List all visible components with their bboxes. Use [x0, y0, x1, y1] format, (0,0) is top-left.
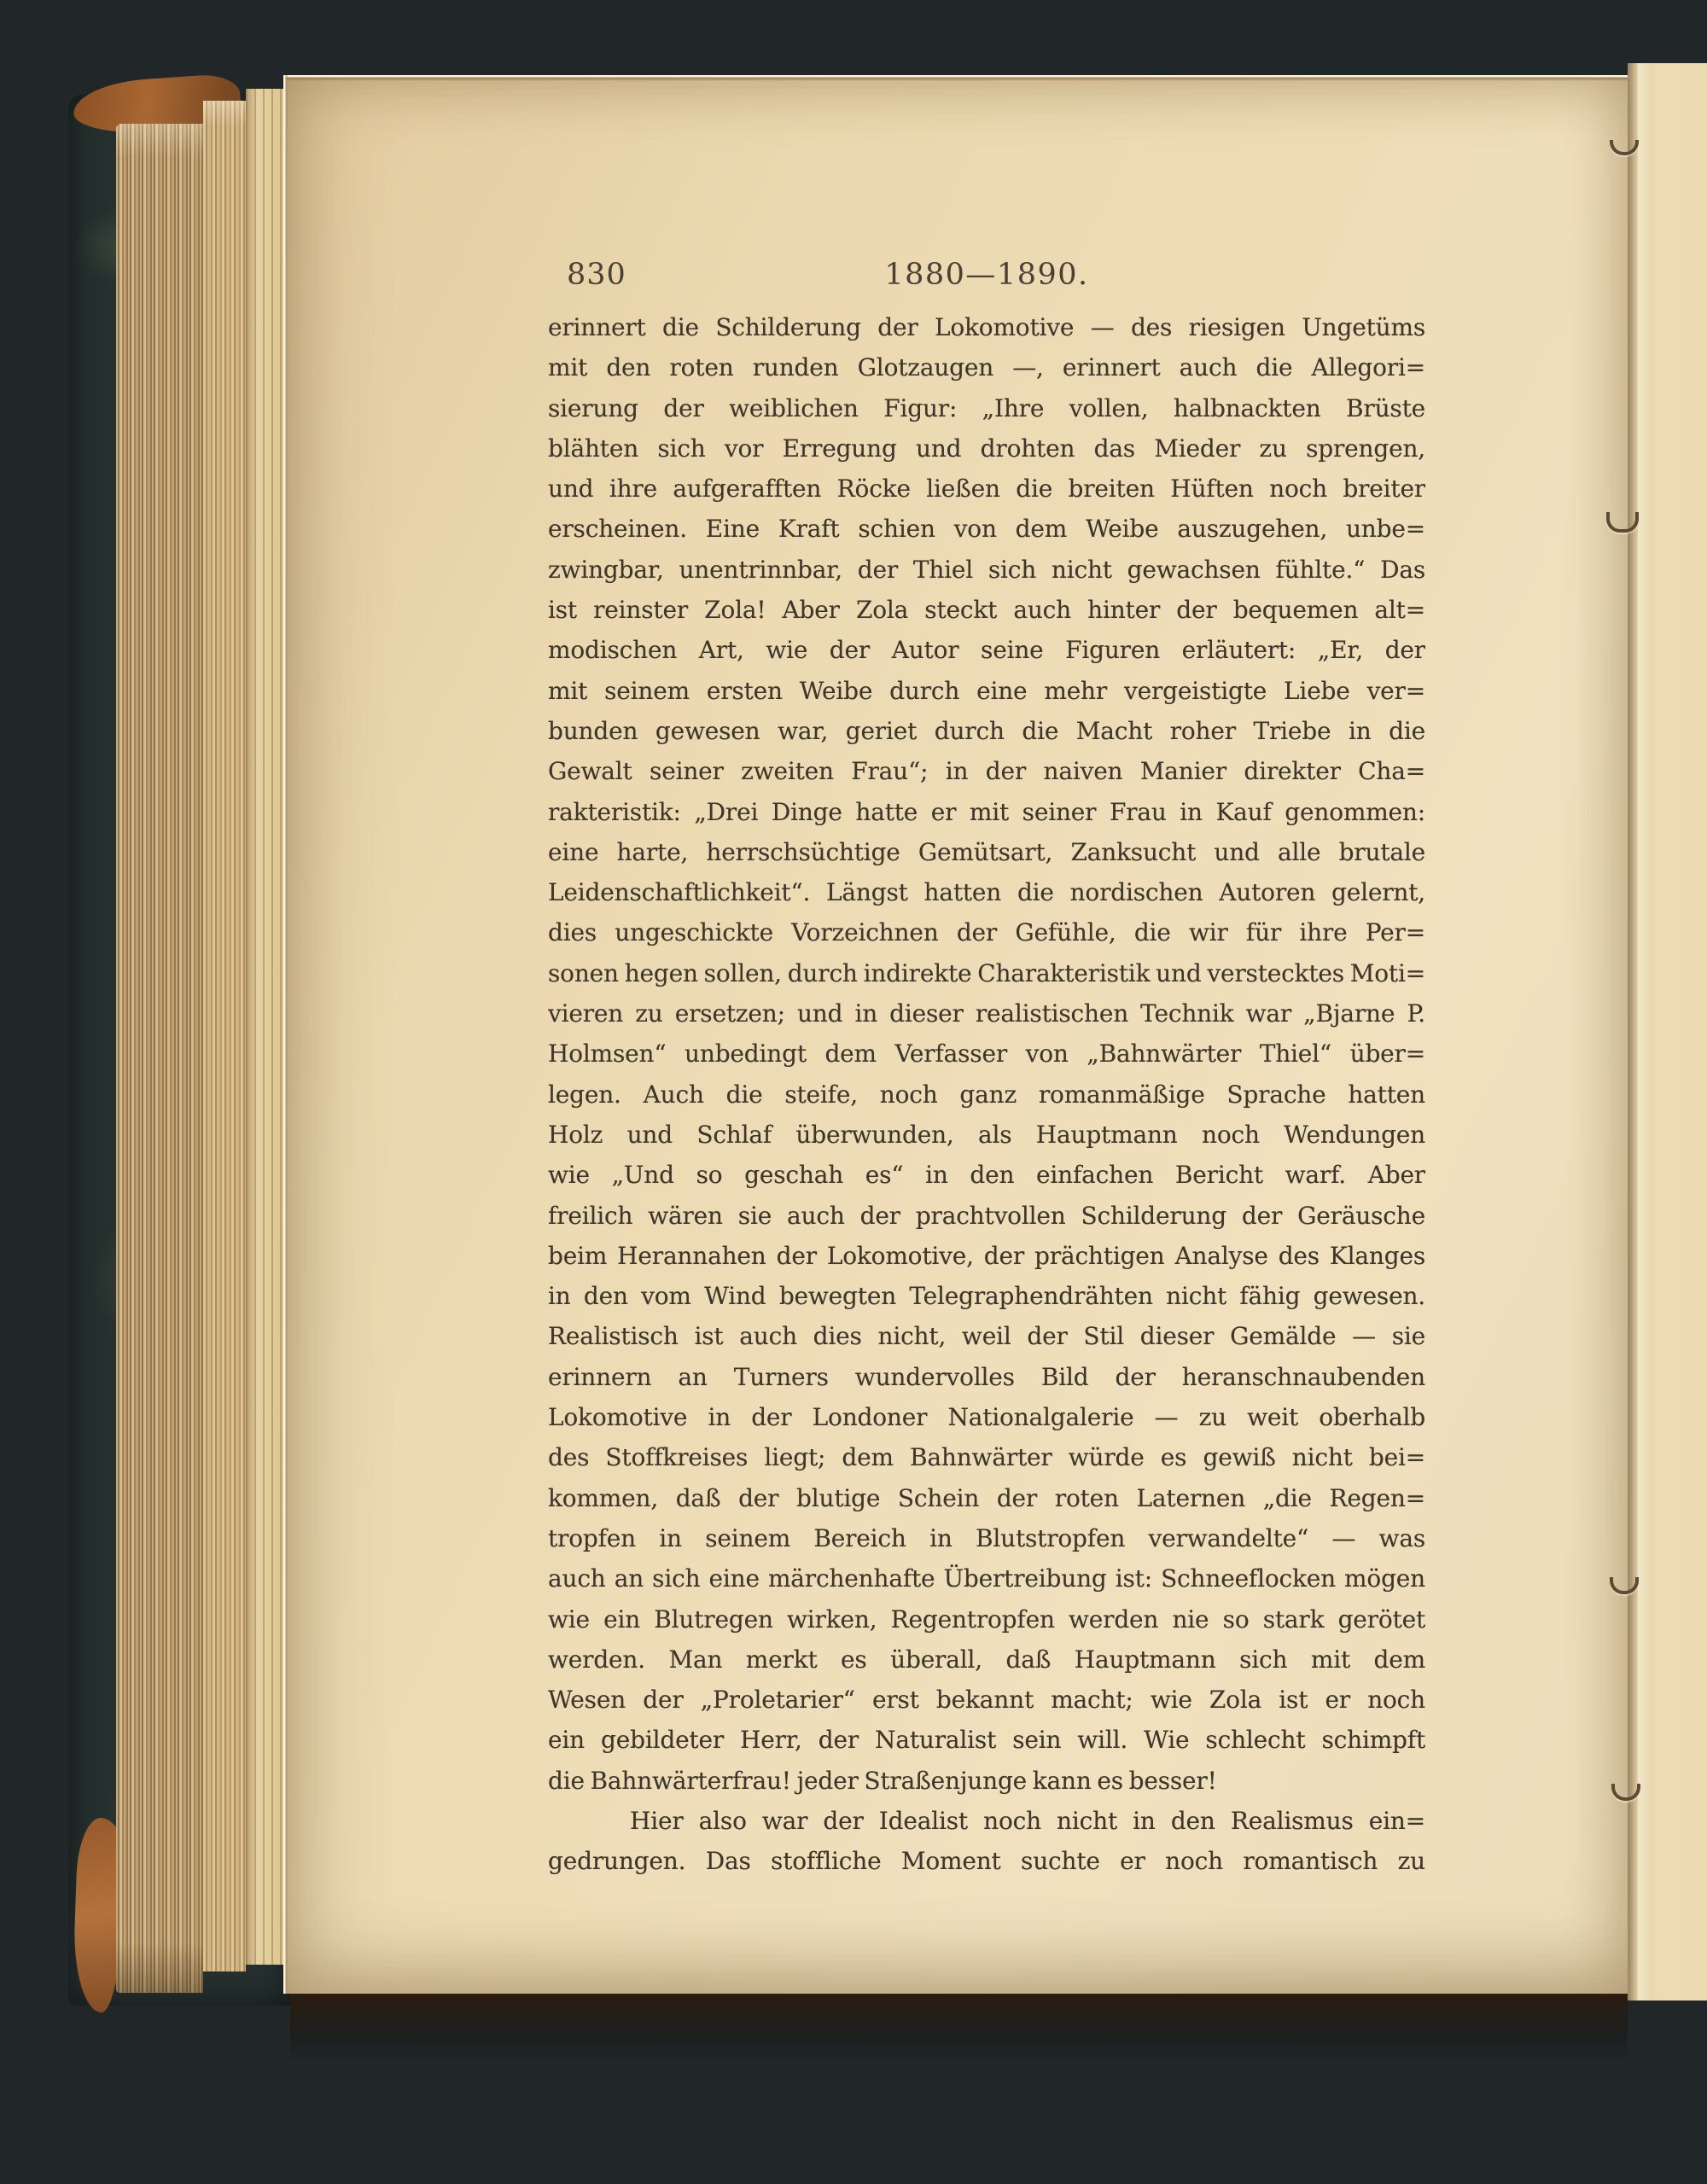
text-line: rakteristik: „Drei Dinge hatte er mit seiner Frau in Kauf genommen:: [548, 797, 1425, 826]
text-line: und ihre aufgerafften Röcke ließen die breiten Hüften noch breiter: [548, 475, 1425, 504]
text-line: die Bahnwärterfrau! jeder Straßenjunge kann es besser!: [548, 1766, 1217, 1795]
text-line: Gewalt seiner zweiten Frau“; in der naiven Manier direkter Cha=: [548, 757, 1425, 786]
page-header: [548, 256, 1425, 294]
text-line: Hier also war der Idealist noch nicht in den Realismus ein=: [630, 1806, 1425, 1835]
text-line: auch an sich eine märchenhafte Übertreibung ist: Schneeflocken mögen: [548, 1564, 1425, 1593]
text-line: kommen, daß der blutige Schein der roten Laternen „die Regen=: [548, 1483, 1425, 1512]
page-number: 830: [567, 258, 626, 292]
text-line: eine harte, herrschsüchtige Gemütsart, Zanksucht und alle brutale: [548, 837, 1425, 866]
page-edge-stack-inner: [246, 89, 283, 1965]
text-line: freilich wären sie auch der prachtvollen Schilderung der Geräusche: [548, 1201, 1425, 1230]
text-line: mit seinem ersten Weibe durch eine mehr vergeistigte Liebe ver=: [548, 676, 1425, 705]
page-edge-stack-middle: [203, 101, 246, 1971]
text-line: vieren zu ersetzen; und in dieser realistischen Technik war „Bjarne P.: [548, 999, 1425, 1028]
text-line: legen. Auch die steife, noch ganz romanmäßige Sprache hatten: [548, 1080, 1425, 1109]
text-line: des Stoffkreises liegt; dem Bahnwärter würde es gewiß nicht bei=: [548, 1443, 1425, 1472]
text-line: modischen Art, wie der Autor seine Figuren erläutert: „Er, der: [548, 636, 1425, 665]
text-line: ein gebildeter Herr, der Naturalist sein will. Wie schlecht schimpft: [548, 1726, 1425, 1755]
text-line: Realistisch ist auch dies nicht, weil der Stil dieser Gemälde — sie: [548, 1322, 1425, 1351]
text-line: werden. Man merkt es überall, daß Hauptmann sich mit dem: [548, 1645, 1425, 1674]
text-line: gedrungen. Das stoffliche Moment suchte er noch romantisch zu: [548, 1847, 1425, 1876]
text-line: sierung der weiblichen Figur: „Ihre vollen, halbnackten Brüste: [548, 393, 1425, 422]
text-line: zwingbar, unentrinnbar, der Thiel sich nicht gewachsen fühlte.“ Das: [548, 555, 1425, 584]
text-line: beim Herannahen der Lokomotive, der prächtigen Analyse des Klanges: [548, 1241, 1425, 1270]
text-line: Holz und Schlaf überwunden, als Hauptmann noch Wendungen: [548, 1120, 1425, 1149]
running-header: 1880—1890.: [884, 258, 1089, 292]
text-block: [548, 307, 1425, 1882]
text-line: erinnert die Schilderung der Lokomotive — des riesigen Ungetüms: [548, 313, 1425, 341]
text-line: wie ein Blutregen wirken, Regentropfen werden nie so stark gerötet: [548, 1605, 1425, 1634]
page-bottom-shadow: [290, 1994, 1628, 2062]
text-line: bunden gewesen war, geriet durch die Macht roher Triebe in die: [548, 716, 1425, 745]
text-line: wie „Und so geschah es“ in den einfachen Bericht warf. Aber: [548, 1161, 1425, 1190]
text-line: tropfen in seinem Bereich in Blutstropfen verwandelte“ — was: [548, 1523, 1425, 1552]
text-line: Holmsen“ unbedingt dem Verfasser von „Bahnwärter Thiel“ über=: [548, 1040, 1425, 1069]
text-line: sonen hegen sollen, durch indirekte Charakteristik und verstecktes Moti=: [548, 958, 1425, 987]
text-line: in den vom Wind bewegten Telegraphendrähten nicht fähig gewesen.: [548, 1282, 1425, 1311]
text-line: mit den roten runden Glotzaugen —, erinnert auch die Allegori=: [548, 353, 1425, 382]
text-line: erinnern an Turners wundervolles Bild der heranschnaubenden: [548, 1362, 1425, 1391]
text-line: erscheinen. Eine Kraft schien von dem Weibe auszugehen, unbe=: [548, 515, 1425, 544]
text-line: Leidenschaftlichkeit“. Längst hatten die nordischen Autoren gelernt,: [548, 878, 1425, 907]
page-edge-stack-outer: [116, 124, 203, 1993]
text-line: ist reinster Zola! Aber Zola steckt auch hinter der bequemen alt=: [548, 596, 1425, 625]
text-line: Lokomotive in der Londoner Nationalgalerie — zu weit oberhalb: [548, 1403, 1425, 1432]
text-line: dies ungeschickte Vorzeichnen der Gefühle, die wir für ihre Per=: [548, 918, 1425, 947]
book-page: [283, 75, 1628, 1994]
next-page-edge: [1628, 63, 1707, 2001]
text-line: blähten sich vor Erregung und drohten das Mieder zu sprengen,: [548, 434, 1425, 463]
text-line: Wesen der „Proletarier“ erst bekannt macht; wie Zola ist er noch: [548, 1686, 1425, 1715]
